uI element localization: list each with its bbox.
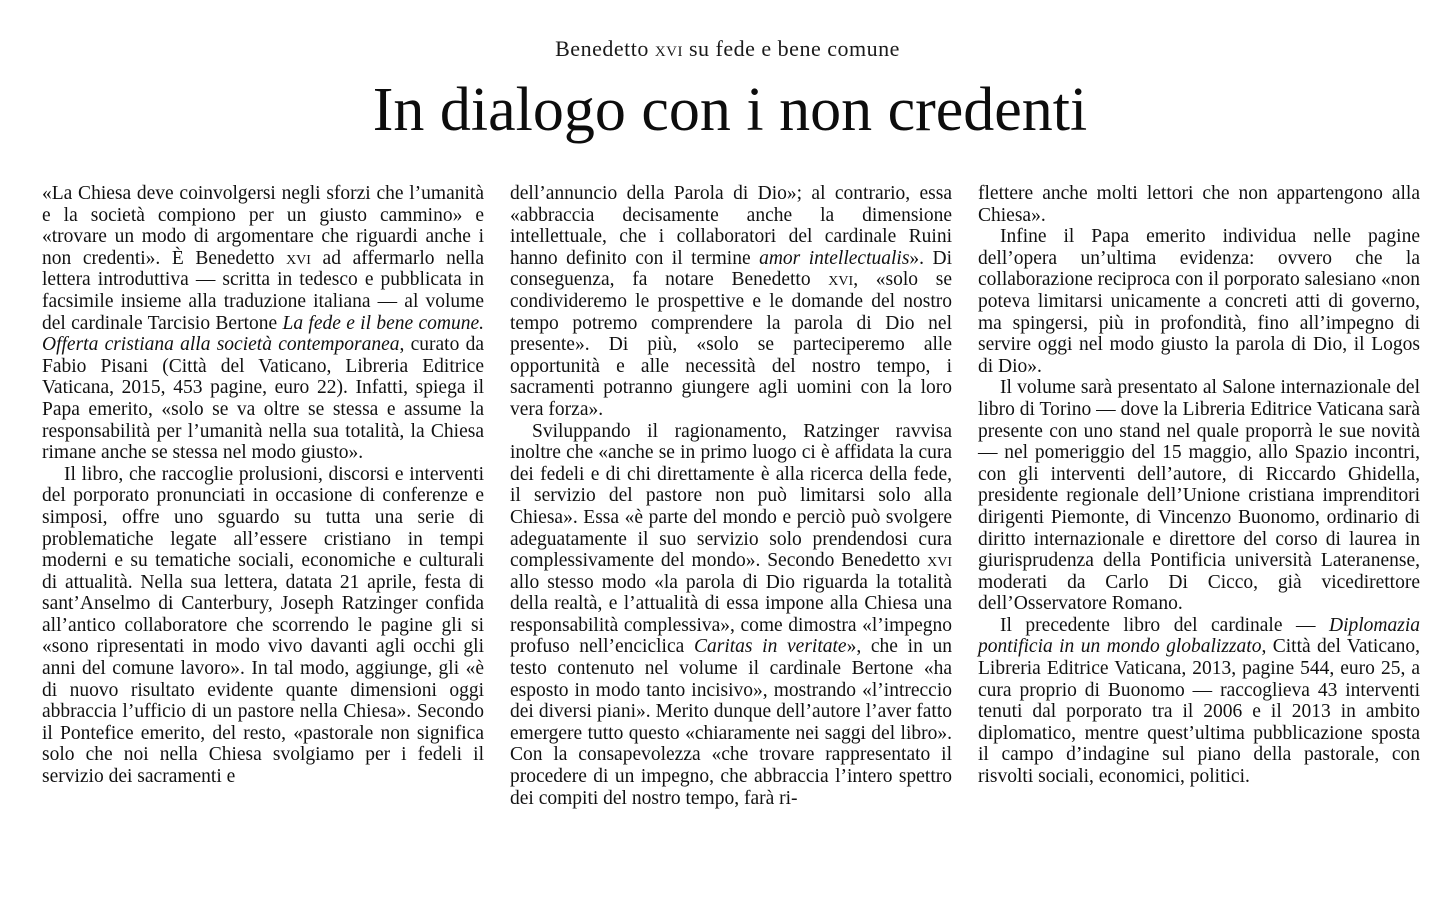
column-3 xyxy=(978,183,1420,809)
paragraph: Il volume sarà presentato al Salone internazionale del libro di Torino — dove la Libreria Editrice Vaticana sarà presente con uno stand nel quale proporrà le sue novità — nel pomeriggio del 15 maggio, allo Spazio incontri, con gli interventi dell’autore, di Riccardo Ghidella, presidente regionale dell’Unione cristiana imprenditori dirigenti Piemonte, di Vincenzo Buonomo, ordinario di diritto internazionale e direttore del corso di laurea in giurisprudenza della Pontificia università Lateranense, moderati da Carlo Di Cicco, già vicedirettore dell’Osservatore Romano. xyxy=(978,377,1420,615)
paragraph xyxy=(510,183,952,421)
text-run: «La Chiesa deve coinvolgersi negli sforzi che l’umanità e la società compiono per un giusto cammino» e «trovare un modo di argomentare che riguardi anche i non credenti». È Benedetto xyxy=(42,183,484,269)
text-run: allo stesso modo «la parola di Dio riguarda la totalità della realtà, e l’attualità di essa impone alla Chiesa una responsabilità complessiva», come dimostra «l’impegno profuso nell’enciclica xyxy=(510,571,952,658)
column-1 xyxy=(42,183,484,809)
text-run: », che in un testo contenuto nel volume il cardinale Bertone «ha esposto in modo tanto incisivo», mostrando «l’intreccio dei diversi piani». Merito dunque dell’autore l’aver fatto emergere tutto questo «chiaramente nei saggi del libro». Con la consapevolezza «che trovare rappresentato il procedere di un impegno, che abbraccia l’intero spettro dei compiti del nostro tempo, farà ri- xyxy=(510,636,953,809)
paragraph xyxy=(510,421,952,810)
paragraph: Il libro, che raccoglie prolusioni, discorsi e interventi del porporato pronunciati in occasione di conferenze e simposi, offre uno sguardo su tutta una serie di problematiche legate all’essere cristiano in tempi moderni e su tematiche sociali, economiche e culturali di attualità. Nella sua lettera, datata 21 aprile, festa di sant’Anselmo di Canterbury, Joseph Ratzinger confida all’antico collaboratore che scorrendo le pagine gli si «sono ripresentati in modo vivo davanti agli occhi gli anni del comune lavoro». In tal modo, aggiunge, gli «è di nuovo risultato evidente quante dimensioni oggi abbraccia l’ufficio di un pastore nella Chiesa». Secondo il Pontefice emerito, del resto, «pastorale non significa solo che noi nella Chiesa svolgiamo per i fedeli il servizio dei sacramenti e xyxy=(42,463,484,788)
roman-numeral: xvi xyxy=(828,269,854,291)
column-2 xyxy=(510,183,952,809)
article-kicker xyxy=(0,36,1455,62)
text-run: ad affermarlo nella lettera introduttiva — scritta in tedesco e pubblicata in facsimile insieme alla traduzione italiana — al volume del cardinale Tarcisio Bertone xyxy=(42,247,484,334)
kicker-numeral: xvi xyxy=(654,36,683,61)
text-run: dell’annuncio della Parola di Dio»; al contrario, essa «abbraccia decisamente anche la dimensione intellettuale, che i collaboratori del cardinale Ruini hanno definito con il termine xyxy=(510,183,952,269)
paragraph xyxy=(42,183,484,464)
book-title: La fede e il bene comune. Offerta cristiana alla società contemporanea xyxy=(42,312,484,356)
paragraph: flettere anche molti lettori che non appartengono alla Chiesa». xyxy=(978,183,1420,226)
text-run: ». Di conseguenza, fa notare Benedetto xyxy=(510,247,952,291)
text-run: Il precedente libro del cardinale — xyxy=(1000,614,1329,636)
text-run: Sviluppando il ragionamento, Ratzinger ravvisa inoltre che «anche se in primo luogo ci è affidata la cura dei fedeli e di chi direttamente è alla ricerca della fede, il servizio del pastore non può limitarsi solo alla Chiesa». Essa «è parte del mondo e perciò può svolgere adeguatamente il suo servizio solo prendendosi cura complessivamente del mondo». Secondo Benedetto xyxy=(510,420,952,572)
text-run: , curato da Fabio Pisani (Città del Vaticano, Libreria Editrice Vaticana, 2015, 453 pagine, euro 22). Infatti, spiega il Papa emerito, «solo se va oltre se stessa e assume la responsabilità per l’umanità nella sua totalità, la Chiesa rimane anche se stessa nel modo giusto». xyxy=(42,334,484,464)
book-title: Diplomazia pontificia in un mondo globalizzato xyxy=(978,614,1420,658)
latin-term: amor intellectualis xyxy=(759,247,910,269)
paragraph xyxy=(978,615,1420,788)
encyclical-title: Caritas in veritate xyxy=(693,636,847,658)
text-run: , «solo se condivideremo le prospettive e le domande del nostro tempo potremo comprendere la parola di Dio nel presente». Di più, «solo se parteciperemo alle opportunità e alle necessità del nostro tempo, i sacramenti potranno giungere agli uomini con la loro vera forza». xyxy=(510,269,952,420)
article-headline: In dialogo con i non credenti xyxy=(372,76,1088,144)
kicker-prefix: Benedetto xyxy=(555,36,655,61)
text-run: , Città del Vaticano, Libreria Editrice Vaticana, 2013, pagine 544, euro 25, a cura proprio di Buonomo — raccoglieva 43 interventi tenuti dal porporato tra il 2006 e il 2013 in ambito diplomatico, mentre quest’ultima pubblicazione sposta il campo d’indagine sul piano della pastorale, con risvolti sociali, economici, politici. xyxy=(978,636,1421,788)
roman-numeral: xvi xyxy=(927,550,952,572)
article-body xyxy=(42,183,1420,809)
roman-numeral: xvi xyxy=(286,247,311,269)
paragraph: Infine il Papa emerito individua nelle pagine dell’opera un’ultima evidenza: ovvero che la collaborazione reciproca con il porporato salesiano «non poteva limitarsi unicamente a concreti atti di governo, ma spingersi, più in profondità, fino all’impegno di servire oggi nel modo giusto la parola di Dio, il Logos di Dio». xyxy=(978,226,1420,377)
kicker-suffix: su fede e bene comune xyxy=(683,36,900,61)
